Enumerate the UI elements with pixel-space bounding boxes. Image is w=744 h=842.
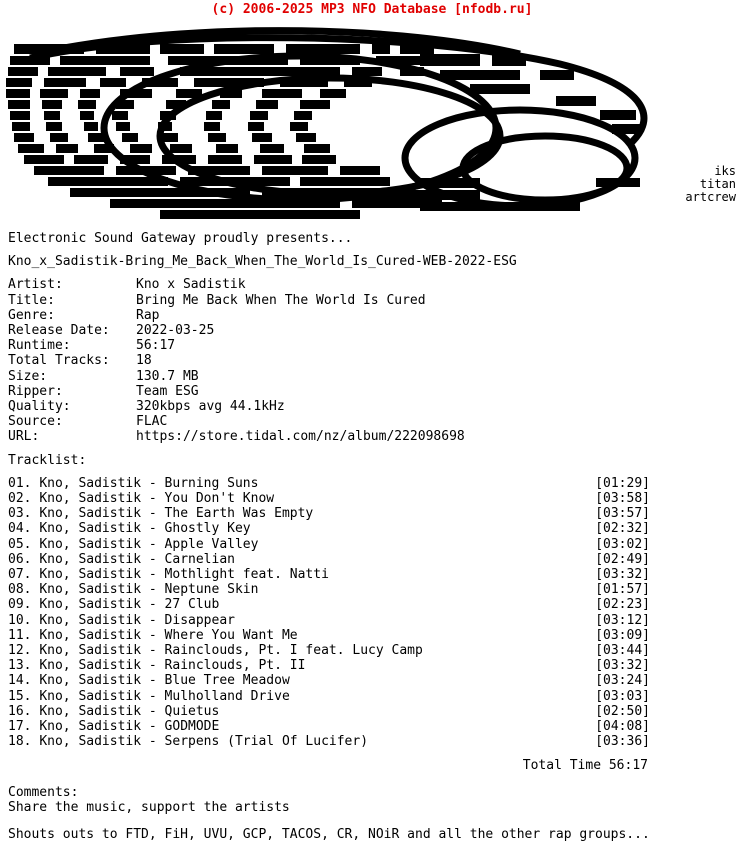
track-row — [0, 552, 744, 567]
track-title: Kno, Sadistik - Burning Suns — [39, 475, 259, 491]
track-title: Kno, Sadistik - Mulholland Drive — [39, 688, 290, 704]
track-duration: [03:32] — [595, 567, 650, 583]
info-row — [8, 353, 465, 368]
track-number: 17. — [8, 719, 32, 735]
info-value: 130.7 MB — [136, 368, 199, 384]
track-duration: [03:02] — [595, 536, 650, 552]
track-row — [0, 628, 744, 643]
info-row — [8, 369, 465, 384]
track-duration: [02:23] — [595, 597, 650, 613]
info-row — [8, 308, 465, 323]
track-number: 11. — [8, 627, 32, 643]
info-value: 56:17 — [136, 338, 176, 354]
track-title: Kno, Sadistik - Ghostly Key — [39, 521, 251, 537]
track-duration: [03:12] — [595, 612, 650, 628]
info-value: 320kbps avg 44.1kHz — [136, 399, 285, 415]
info-row — [8, 399, 465, 414]
track-row — [0, 567, 744, 582]
track-number: 06. — [8, 551, 32, 567]
track-title: Kno, Sadistik - Rainclouds, Pt. II — [39, 658, 306, 674]
track-duration: [01:29] — [595, 475, 650, 491]
nfodb-copyright-header — [0, 0, 744, 18]
track-duration: [03:58] — [595, 491, 650, 507]
art-signature-line-1: iks — [714, 164, 736, 178]
track-title: Kno, Sadistik - Rainclouds, Pt. I feat. Lucy Camp — [39, 643, 423, 659]
ascii-art-image — [0, 18, 744, 223]
track-title: Kno, Sadistik - Serpens (Trial Of Lucifer) — [39, 734, 369, 750]
track-number: 12. — [8, 643, 32, 659]
copyright-text: (c) 2006-2025 MP3 NFO Database [nfodb.ru] — [211, 2, 533, 17]
comments-body: Share the music, support the artists — [8, 799, 290, 815]
track-row — [0, 506, 744, 521]
info-label: Title: — [8, 292, 55, 308]
track-title: Kno, Sadistik - Disappear — [39, 612, 235, 628]
track-number: 10. — [8, 612, 32, 628]
track-number: 15. — [8, 688, 32, 704]
track-title: Kno, Sadistik - 27 Club — [39, 597, 220, 613]
track-row — [0, 673, 744, 688]
track-number: 18. — [8, 734, 32, 750]
track-title: Kno, Sadistik - Mothlight feat. Natti — [39, 567, 329, 583]
info-label: Release Date: — [8, 323, 110, 339]
release-url[interactable]: https://store.tidal.com/nz/album/222098698 — [136, 429, 465, 445]
info-label: URL: — [8, 429, 40, 445]
track-number: 03. — [8, 506, 32, 522]
track-number: 01. — [8, 475, 32, 491]
track-row — [0, 704, 744, 719]
track-number: 04. — [8, 521, 32, 537]
info-row — [8, 384, 465, 399]
track-title: Kno, Sadistik - Carnelian — [39, 551, 235, 567]
track-title: Kno, Sadistik - Where You Want Me — [39, 627, 298, 643]
info-row-url — [8, 429, 465, 444]
track-duration: [02:32] — [595, 521, 650, 537]
track-number: 08. — [8, 582, 32, 598]
info-label: Quality: — [8, 399, 71, 415]
info-label: Source: — [8, 414, 63, 430]
track-number: 02. — [8, 491, 32, 507]
track-row — [0, 491, 744, 506]
track-row — [0, 582, 744, 597]
info-value: Rap — [136, 307, 160, 323]
info-label: Size: — [8, 368, 48, 384]
total-time: Total Time 56:17 — [522, 757, 648, 773]
track-duration: [02:49] — [595, 551, 650, 567]
info-label: Ripper: — [8, 383, 63, 399]
shouts-line: Shouts outs to FTD, FiH, UVU, GCP, TACOS, CR, NOiR and all the other rap groups... — [8, 827, 650, 842]
track-title: Kno, Sadistik - Neptune Skin — [39, 582, 259, 598]
info-row — [8, 277, 465, 292]
art-signature-line-2: titan — [699, 177, 736, 191]
ascii-art-banner — [0, 18, 744, 223]
release-name: Kno_x_Sadistik-Bring_Me_Back_When_The_World_Is_Cured-WEB-2022-ESG — [8, 254, 517, 270]
art-signature — [685, 165, 736, 204]
track-number: 09. — [8, 597, 32, 613]
track-number: 07. — [8, 567, 32, 583]
track-duration: [03:36] — [595, 734, 650, 750]
info-value: FLAC — [136, 414, 168, 430]
track-duration: [03:09] — [595, 627, 650, 643]
info-value: 18 — [136, 353, 152, 369]
presents-line: Electronic Sound Gateway proudly presents... — [8, 231, 353, 246]
track-title: Kno, Sadistik - Blue Tree Meadow — [39, 673, 290, 689]
track-title: Kno, Sadistik - Apple Valley — [39, 536, 259, 552]
track-duration: [03:24] — [595, 673, 650, 689]
track-row — [0, 643, 744, 658]
track-number: 05. — [8, 536, 32, 552]
info-label: Genre: — [8, 307, 55, 323]
track-row — [0, 613, 744, 628]
track-number: 14. — [8, 673, 32, 689]
track-duration: [03:32] — [595, 658, 650, 674]
info-row — [8, 338, 465, 353]
info-value: Kno x Sadistik — [136, 277, 246, 293]
track-row — [0, 689, 744, 704]
track-row — [0, 537, 744, 552]
info-label: Total Tracks: — [8, 353, 110, 369]
track-row — [0, 597, 744, 612]
info-value: 2022-03-25 — [136, 323, 215, 339]
info-label: Artist: — [8, 277, 63, 293]
track-row — [0, 521, 744, 536]
track-duration: [02:50] — [595, 703, 650, 719]
track-title: Kno, Sadistik - You Don't Know — [39, 491, 275, 507]
info-value: Bring Me Back When The World Is Cured — [136, 292, 426, 308]
track-row — [0, 719, 744, 734]
track-row — [0, 476, 744, 491]
info-row — [8, 414, 465, 429]
track-number: 13. — [8, 658, 32, 674]
track-row — [0, 734, 744, 749]
track-title: Kno, Sadistik - GODMODE — [39, 719, 220, 735]
track-duration: [03:03] — [595, 688, 650, 704]
info-value: Team ESG — [136, 383, 199, 399]
track-duration: [04:08] — [595, 719, 650, 735]
info-row — [8, 293, 465, 308]
track-title: Kno, Sadistik - The Earth Was Empty — [39, 506, 314, 522]
comments-heading: Comments: — [8, 784, 79, 800]
track-title: Kno, Sadistik - Quietus — [39, 703, 220, 719]
track-duration: [01:57] — [595, 582, 650, 598]
release-info-table — [8, 277, 465, 444]
info-row — [8, 323, 465, 338]
track-duration: [03:57] — [595, 506, 650, 522]
track-row — [0, 658, 744, 673]
tracklist-heading: Tracklist: — [8, 452, 87, 468]
track-number: 16. — [8, 703, 32, 719]
art-signature-line-3: artcrew — [685, 190, 736, 204]
track-duration: [03:44] — [595, 643, 650, 659]
info-label: Runtime: — [8, 338, 71, 354]
tracklist — [0, 476, 744, 750]
